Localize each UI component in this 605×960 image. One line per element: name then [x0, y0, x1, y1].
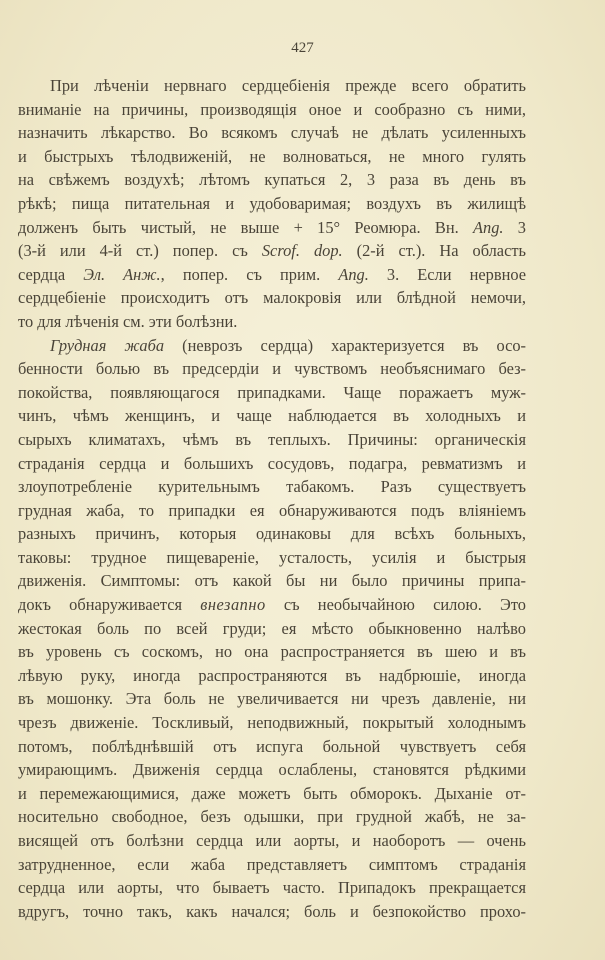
text-segment: таковы: трудное пищевареніе, усталость, усилія и быстрыя: [18, 547, 526, 567]
text-segment: , попер. съ прим.: [160, 264, 339, 284]
text-line: [18, 805, 526, 829]
text-line: [18, 782, 526, 806]
text-segment: и быстрыхъ тѣлодвиженій, не волноваться, не много гулять: [18, 146, 526, 166]
body-text: [18, 74, 526, 923]
text-segment: потомъ, поблѣднѣвшій отъ испуга больной чувствуетъ себя: [18, 736, 526, 756]
text-segment: лѣвую руку, иногда распространяются въ надбрюшіе, иногда: [18, 665, 526, 685]
text-segment: злоупотребленіе курительнымъ табакомъ. Разъ существуетъ: [18, 477, 526, 497]
text-line: [18, 617, 526, 641]
text-segment: 3. Если нервное: [368, 264, 526, 284]
text-segment: вдругъ, точно такъ, какъ начался; боль и безпокойство прохо-: [18, 901, 526, 921]
text-segment: висящей отъ болѣзни сердца или аорты, и наоборотъ — очень: [18, 831, 526, 850]
text-segment: движенія. Симптомы: отъ какой бы ни было причины припа-: [18, 571, 526, 591]
text-segment: назначить лѣкарство. Во всякомъ случаѣ не дѣлать усиленныхъ: [18, 123, 526, 143]
text-line: [18, 428, 526, 452]
text-line: [18, 263, 526, 287]
text-segment: Эл. Анж.: [83, 264, 161, 284]
text-segment: сырыхъ климатахъ, чѣмъ въ теплыхъ. Причины: органическія: [18, 429, 526, 449]
text-line: [18, 145, 526, 169]
text-segment: Ang.: [473, 217, 504, 237]
text-line: [18, 569, 526, 593]
text-segment: разныхъ причинъ, которыя одинаковы для всѣхъ больныхъ,: [18, 524, 526, 544]
text-line: [18, 381, 526, 405]
text-line: [18, 593, 526, 617]
text-line: [18, 853, 526, 877]
text-segment: грудная жаба, то припадки ея обнаруживаются подъ вліяніемъ: [18, 500, 526, 520]
text-line: [18, 404, 526, 428]
text-line: [18, 334, 526, 358]
text-segment: носительно свободное, безъ одышки, при грудной жабѣ, не за-: [18, 807, 526, 827]
text-segment: рѣкѣ; пища питательная и удобоваримая; воздухъ въ жилищѣ: [18, 193, 526, 213]
text-segment: (2-й ст.). На область: [342, 241, 526, 261]
text-segment: и перемежающимися, даже можетъ быть обморокъ. Дыханіе от-: [18, 783, 526, 803]
text-segment: чрезъ движеніе. Тоскливый, неподвижный, покрытый холоднымъ: [18, 713, 526, 733]
text-line: [18, 452, 526, 476]
text-segment: (3-й или 4-й ст.) попер. съ: [18, 241, 262, 261]
text-segment: долженъ быть чистый, не выше + 15° Реомюра. Вн.: [18, 217, 473, 237]
text-line: [18, 687, 526, 711]
text-line: [18, 239, 526, 263]
text-line: [18, 475, 526, 499]
text-line: [18, 664, 526, 688]
text-segment: то для лѣченія см. эти болѣзни.: [18, 311, 238, 331]
text-line: [18, 121, 526, 145]
text-segment: докъ обнаруживается: [18, 595, 201, 615]
text-line: [18, 74, 526, 98]
text-line: [18, 499, 526, 523]
text-segment: страданія сердца и большихъ сосудовъ, подагра, ревматизмъ и: [18, 453, 526, 473]
text-line: [18, 711, 526, 735]
text-segment: вниманіе на причины, производящія оное и сообразно съ ними,: [18, 99, 526, 119]
text-line: [18, 876, 526, 900]
text-segment: въ уровень съ соскомъ, но она распространяется въ шею и въ: [18, 642, 526, 662]
text-segment: сердца или аорты, что бываетъ часто. Припадокъ прекращается: [18, 878, 526, 898]
text-segment: въ мошонку. Эта боль не увеличивается ни чрезъ давленіе, ни: [18, 689, 526, 709]
text-line: [18, 758, 526, 782]
text-segment: Ang.: [338, 264, 369, 284]
text-line: [18, 829, 526, 853]
text-line: [18, 640, 526, 664]
text-line: [18, 310, 526, 334]
text-line: [18, 735, 526, 759]
text-line: [18, 216, 526, 240]
text-segment: на свѣжемъ воздухѣ; лѣтомъ купаться 2, 3 раза въ день въ: [18, 170, 526, 190]
text-segment: покойства, появляющагося припадками. Чаще поражаетъ муж-: [18, 382, 526, 402]
text-line: [18, 522, 526, 546]
page-number: 427: [291, 40, 314, 56]
text-line: [18, 98, 526, 122]
text-segment: (неврозъ сердца) характеризуется въ осо-: [164, 335, 526, 355]
text-line: [18, 546, 526, 570]
text-line: [18, 168, 526, 192]
text-line: [18, 286, 526, 310]
text-segment: чинъ, чѣмъ женщинъ, и чаще наблюдается въ холодныхъ и: [18, 406, 526, 426]
text-segment: сердцебіеніе происходитъ отъ малокровія или блѣдной немочи,: [18, 288, 526, 308]
text-segment: Scrof. dop.: [261, 241, 343, 261]
text-segment: бенности болью въ предсердіи и чувствомъ необъяснимаго без-: [18, 359, 526, 379]
text-segment: жестокая боль по всей груди; ея мѣсто обыкновенно налѣво: [18, 618, 526, 638]
text-segment: затрудненное, если жаба представляетъ симптомъ страданія: [18, 854, 526, 874]
text-segment: При лѣченіи нервнаго сердцебіенія прежде всего обратить: [50, 76, 526, 95]
text-segment: 3: [503, 217, 526, 237]
text-segment: съ необычайною силою. Это: [265, 595, 526, 615]
text-segment: сердца: [18, 264, 84, 284]
text-line: [18, 357, 526, 381]
text-segment: внезапно: [200, 595, 266, 615]
text-segment: Грудная жаба: [50, 335, 165, 355]
text-segment: умирающимъ. Движенія сердца ослаблены, становятся рѣдкими: [18, 760, 526, 780]
text-line: [18, 192, 526, 216]
text-line: [18, 900, 526, 924]
